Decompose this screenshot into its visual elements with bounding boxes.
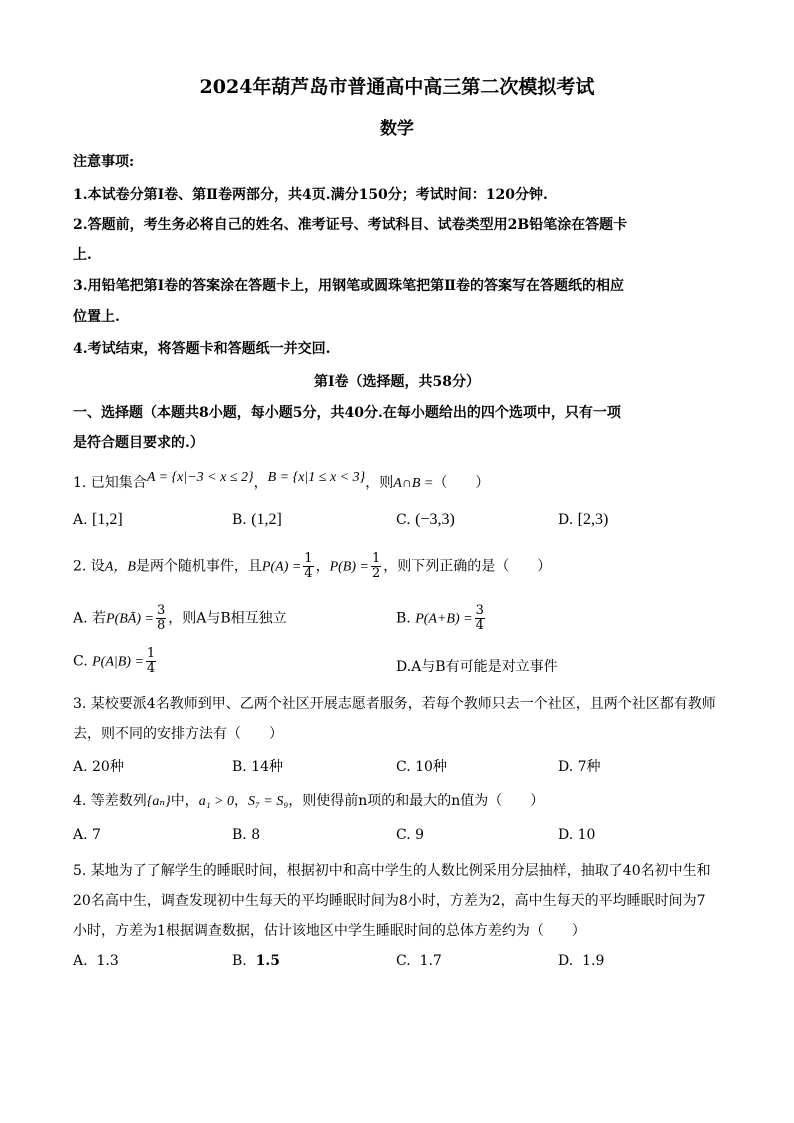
fraction-denominator: 2 (371, 566, 381, 581)
option-label: B. (232, 953, 247, 969)
option-label: A. (73, 953, 88, 969)
question-1-separator: ， (253, 475, 268, 491)
question-4-stem (73, 790, 544, 810)
question-2-pb-fraction (371, 552, 381, 581)
note-item-4: 4.考试结束，将答题卡和答题纸一并交回. (73, 341, 331, 357)
option-value: [2,3) (577, 511, 609, 528)
question-1-stem (73, 472, 489, 492)
question-3-line-1: 3. 某校要派4名教师到甲、乙两个社区开展志愿者服务，若每个教师只去一个社区，且两个社区都有教师 (73, 696, 716, 712)
question-1-expression: A∩B = (393, 476, 434, 491)
fraction-numerator: 1 (146, 646, 156, 661)
question-2-ask: ，则下列正确的是（ ） (383, 558, 552, 575)
question-2-mid: 是两个随机事件，且 (135, 558, 262, 575)
question-1-ask: ，则 (365, 475, 394, 491)
option-label: D. (558, 953, 574, 969)
option-a-fraction (156, 604, 166, 633)
question-4-sequence: {aₙ} (146, 794, 171, 809)
question-4-option-a[interactable]: A. 7 (73, 827, 101, 843)
option-value: 1.9 (582, 953, 605, 969)
option-d-text: A与B有可能是对立事件 (411, 659, 558, 675)
question-5-line-2: 20名高中生，调查发现初中生每天的平均睡眠时间为8小时，方差为2，高中生每天的平均睡眠时间为7 (73, 893, 706, 909)
question-5-line-3: 小时，方差为1根据调查数据，估计该地区中学生睡眠时间的总体方差约为（ ） (73, 923, 586, 939)
option-a-expression: P(BĀ) = (106, 611, 154, 627)
fraction-denominator: 8 (156, 618, 166, 633)
question-4-ask: ，则使得前n项的和最大的n值为（ ） (288, 793, 545, 809)
question-2-pa-fraction (303, 552, 313, 581)
question-2-option-b[interactable] (396, 604, 487, 633)
section-1-instructions-line-1: 一、选择题（本题共8小题，每小题5分，共40分.在每小题给出的四个选项中，只有一项 (73, 405, 621, 421)
fraction-numerator: 3 (475, 603, 484, 618)
fraction-numerator: 3 (156, 603, 166, 618)
question-3-line-2: 去，则不同的安排方法有（ ） (73, 726, 283, 742)
question-4-option-c[interactable]: C. 9 (396, 827, 425, 843)
question-2-prefix: 2. 设 (73, 558, 105, 575)
question-4-condition-2: S₇ = S₉ (248, 794, 289, 809)
option-value: 1.5 (255, 953, 281, 969)
question-2-pb: P(B) = (329, 559, 369, 575)
note-item-3-line-2: 位置上. (73, 309, 120, 325)
option-a-suffix: ，则A与B相互独立 (168, 610, 287, 627)
option-value: (−3,3) (415, 511, 455, 528)
question-4-condition-1: a₁ > 0 (198, 794, 235, 809)
question-2-pa: P(A) = (261, 559, 302, 575)
subject-title: 数学 (380, 119, 414, 139)
section-1-label: 第Ⅰ卷（选择题，共58分） (313, 374, 481, 390)
option-a-prefix: 若 (92, 610, 107, 627)
question-4-option-d[interactable]: D. 10 (558, 827, 596, 843)
question-5-option-b[interactable] (232, 953, 280, 969)
question-5-line-1: 5. 某地为了了解学生的睡眠时间，根据初中和高中学生的人数比例采用分层抽样，抽取了40名初中生和 (73, 863, 711, 879)
option-value: (1,2] (251, 511, 282, 528)
question-2-option-a[interactable] (73, 604, 287, 633)
question-4-comma: ， (234, 793, 249, 809)
option-value: 1.7 (419, 953, 442, 969)
fraction-numerator: 1 (304, 551, 313, 566)
question-2-option-d[interactable] (396, 656, 558, 676)
note-item-2-line-2: 上. (73, 247, 92, 263)
question-2-events: A，B (104, 559, 136, 575)
question-3-option-a[interactable]: A. 20种 (73, 759, 124, 775)
option-c-fraction (146, 647, 156, 676)
option-c-expression: P(A|B) = (92, 654, 144, 670)
question-1-option-d[interactable] (558, 511, 608, 529)
question-4-prefix: 4. 等差数列 (73, 793, 147, 809)
question-3-option-b[interactable]: B. 14种 (232, 759, 284, 775)
question-1-set-a: A = {x|−3 < x ≤ 2} (146, 470, 254, 485)
note-item-3-line-1: 3.用铅笔把第Ⅰ卷的答案涂在答题卡上，用钢笔或圆珠笔把第Ⅱ卷的答案写在答题纸的相应 (73, 278, 624, 294)
option-label: C. (396, 953, 411, 969)
question-2-option-c[interactable] (73, 647, 158, 676)
fraction-denominator: 4 (475, 618, 484, 633)
option-label: C. (73, 653, 88, 670)
option-b-expression: P(A+B) = (415, 611, 473, 627)
fraction-denominator: 4 (146, 661, 156, 676)
question-5-option-a[interactable] (73, 953, 119, 969)
question-1-option-b[interactable] (232, 511, 282, 529)
question-1-option-c[interactable] (396, 511, 455, 529)
question-1-set-b: B = {x|1 ≤ x < 3} (267, 470, 366, 485)
question-3-option-d[interactable]: D. 7种 (558, 759, 601, 775)
question-2-comma: ， (315, 558, 330, 575)
question-1-option-a[interactable] (73, 511, 123, 529)
exam-title: 2024年葫芦岛市普通高中高三第二次模拟考试 (199, 76, 595, 98)
option-b-fraction (475, 604, 485, 633)
fraction-numerator: 1 (371, 551, 381, 566)
question-2-stem (73, 552, 551, 581)
question-5-option-d[interactable] (558, 953, 604, 969)
question-3-option-c[interactable]: C. 10种 (396, 759, 447, 775)
note-item-2-line-1: 2.答题前，考生务必将自己的姓名、准考证号、考试科目、试卷类型用2B铅笔涂在答题卡 (73, 217, 628, 233)
question-1-answer-paren: （ ） (433, 475, 490, 491)
option-value: 1.3 (96, 953, 119, 969)
option-label: C. (396, 512, 411, 528)
question-4-option-b[interactable]: B. 8 (232, 827, 261, 843)
option-label: A. (73, 512, 88, 528)
question-1-prefix: 1. 已知集合 (73, 475, 147, 491)
fraction-denominator: 4 (304, 566, 313, 581)
question-5-option-c[interactable] (396, 953, 442, 969)
question-4-mid: 中， (170, 793, 199, 809)
option-value: [1,2] (92, 511, 123, 528)
option-label: D. (396, 659, 412, 675)
notes-heading: 注意事项: (73, 154, 135, 170)
option-label: D. (558, 512, 574, 528)
option-label: B. (232, 512, 247, 528)
note-item-1: 1.本试卷分第Ⅰ卷、第Ⅱ卷两部分，共4页.满分150分；考试时间：120分钟. (73, 187, 548, 203)
option-label: B. (396, 610, 411, 627)
option-label: A. (73, 610, 88, 627)
section-1-instructions-line-2: 是符合题目要求的.） (73, 435, 204, 451)
